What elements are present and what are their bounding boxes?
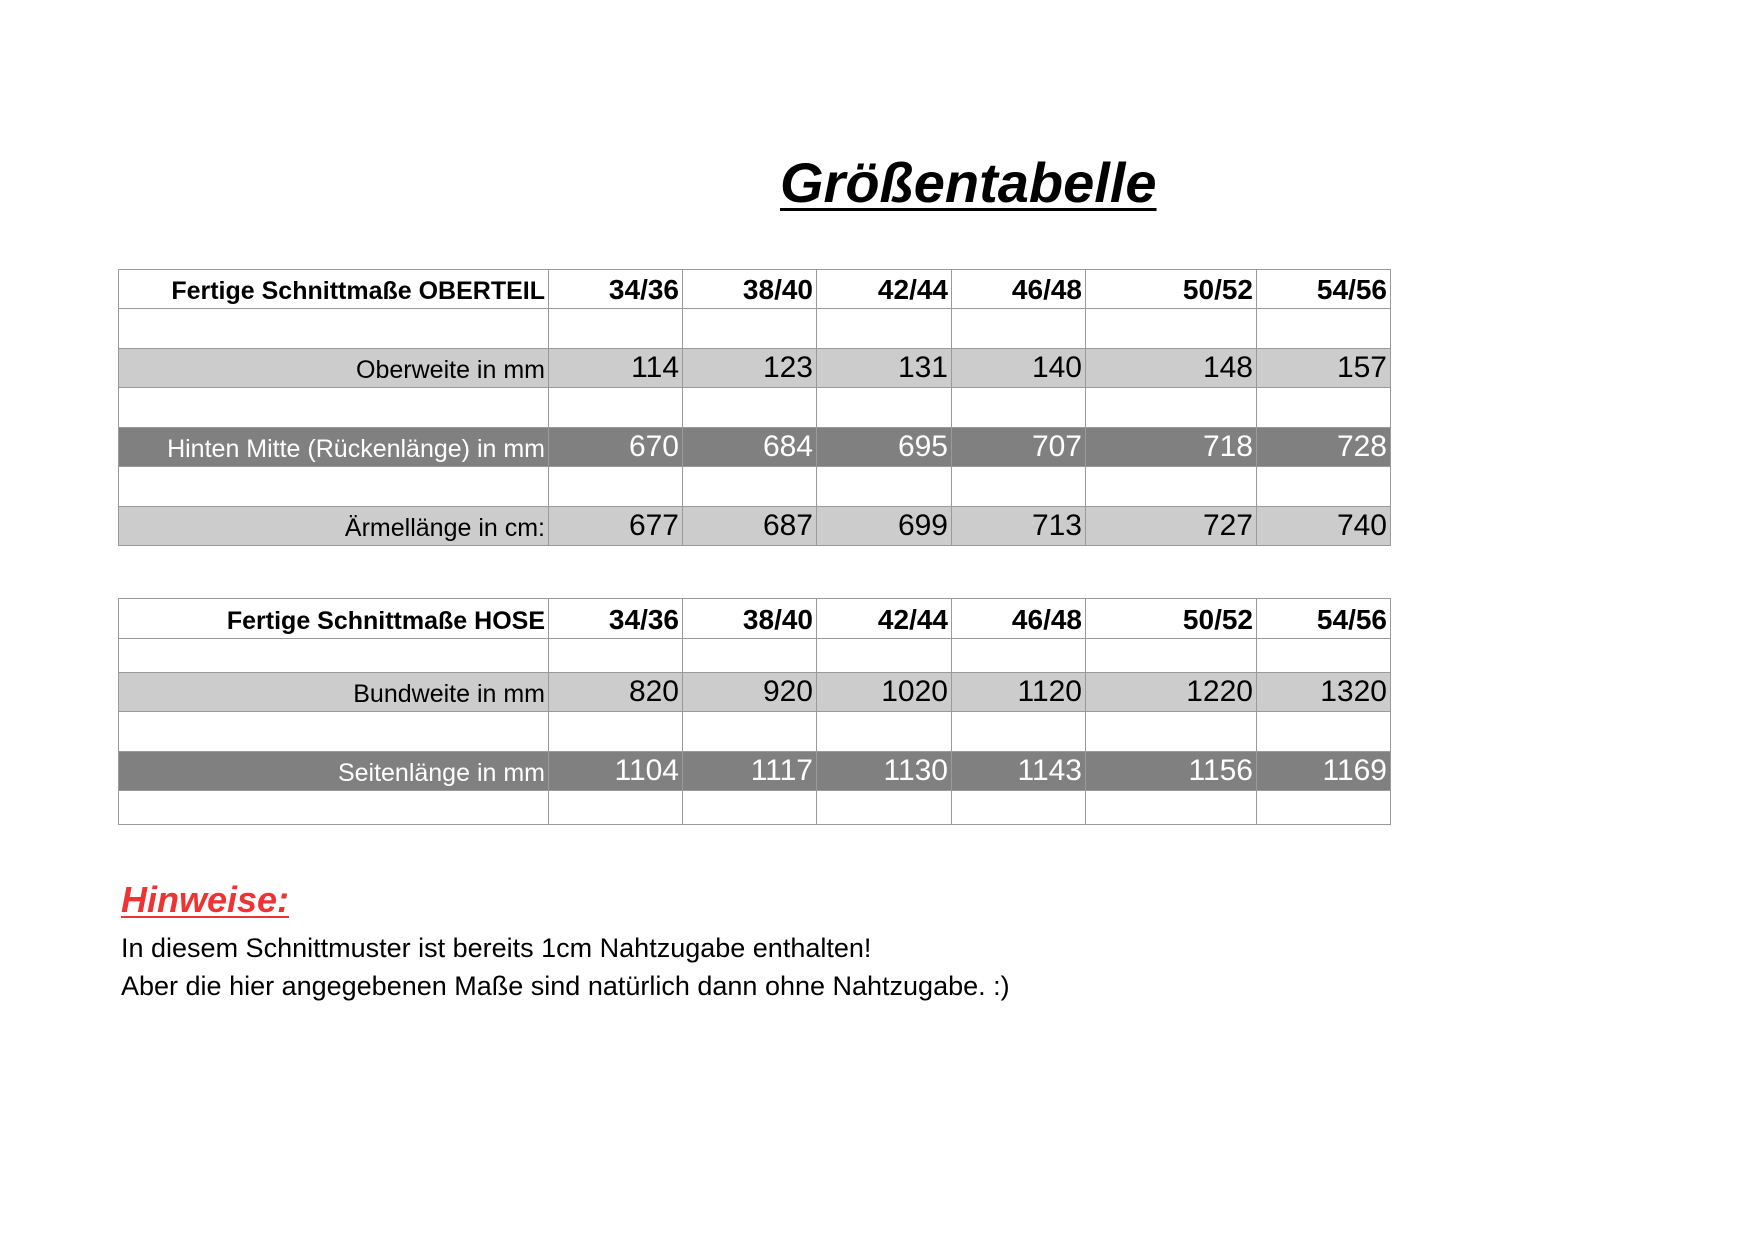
row-label: Seitenlänge in mm <box>119 752 549 791</box>
value-cell: 1130 <box>817 752 952 791</box>
value-cell: 1143 <box>952 752 1086 791</box>
size-header: 38/40 <box>683 599 817 639</box>
value-cell: 148 <box>1086 349 1257 388</box>
note-line: Aber die hier angegebenen Maße sind natürlich dann ohne Nahtzugabe. :) <box>121 971 1010 1001</box>
value-cell: 687 <box>683 507 817 546</box>
size-header: 50/52 <box>1086 599 1257 639</box>
value-cell: 718 <box>1086 428 1257 467</box>
value-cell: 157 <box>1257 349 1391 388</box>
value-cell: 123 <box>683 349 817 388</box>
value-cell: 1104 <box>549 752 683 791</box>
spacer-row <box>119 467 1391 507</box>
row-label: Bundweite in mm <box>119 673 549 712</box>
size-header: 42/44 <box>817 599 952 639</box>
row-label: Hinten Mitte (Rückenlänge) in mm <box>119 428 549 467</box>
spacer-row <box>119 639 1391 673</box>
size-header: 54/56 <box>1257 599 1391 639</box>
note-line: In diesem Schnittmuster ist bereits 1cm Nahtzugabe enthalten! <box>121 933 872 963</box>
table-row <box>119 673 1391 712</box>
value-cell: 740 <box>1257 507 1391 546</box>
value-cell: 707 <box>952 428 1086 467</box>
size-header: 54/56 <box>1257 270 1391 309</box>
value-cell: 114 <box>549 349 683 388</box>
size-header: 46/48 <box>952 270 1086 309</box>
table-header-label: Fertige Schnittmaße HOSE <box>119 599 549 639</box>
spacer-row <box>119 791 1391 825</box>
size-header: 42/44 <box>817 270 952 309</box>
row-label: Oberweite in mm <box>119 349 549 388</box>
spacer-row <box>119 309 1391 349</box>
spacer-row <box>119 388 1391 428</box>
value-cell: 1169 <box>1257 752 1391 791</box>
size-header: 50/52 <box>1086 270 1257 309</box>
table-row <box>119 428 1391 467</box>
table-row <box>119 349 1391 388</box>
value-cell: 1156 <box>1086 752 1257 791</box>
value-cell: 1320 <box>1257 673 1391 712</box>
notes-heading: Hinweise: <box>121 879 290 920</box>
table-row <box>119 507 1391 546</box>
spacer-row <box>119 712 1391 752</box>
value-cell: 131 <box>817 349 952 388</box>
table-header-row <box>119 599 1391 639</box>
table-row <box>119 752 1391 791</box>
size-header: 46/48 <box>952 599 1086 639</box>
value-cell: 1220 <box>1086 673 1257 712</box>
size-header: 38/40 <box>683 270 817 309</box>
value-cell: 1120 <box>952 673 1086 712</box>
page-title: Größentabelle <box>780 151 1157 214</box>
value-cell: 1020 <box>817 673 952 712</box>
size-table-oberteil <box>118 269 1391 546</box>
value-cell: 699 <box>817 507 952 546</box>
value-cell: 1117 <box>683 752 817 791</box>
value-cell: 677 <box>549 507 683 546</box>
value-cell: 920 <box>683 673 817 712</box>
value-cell: 727 <box>1086 507 1257 546</box>
table-header-label: Fertige Schnittmaße OBERTEIL <box>119 270 549 309</box>
size-table-hose <box>118 598 1391 825</box>
value-cell: 670 <box>549 428 683 467</box>
value-cell: 684 <box>683 428 817 467</box>
size-header: 34/36 <box>549 270 683 309</box>
value-cell: 713 <box>952 507 1086 546</box>
size-header: 34/36 <box>549 599 683 639</box>
value-cell: 140 <box>952 349 1086 388</box>
row-label: Ärmellänge in cm: <box>119 507 549 546</box>
value-cell: 728 <box>1257 428 1391 467</box>
value-cell: 695 <box>817 428 952 467</box>
table-header-row <box>119 270 1391 309</box>
value-cell: 820 <box>549 673 683 712</box>
